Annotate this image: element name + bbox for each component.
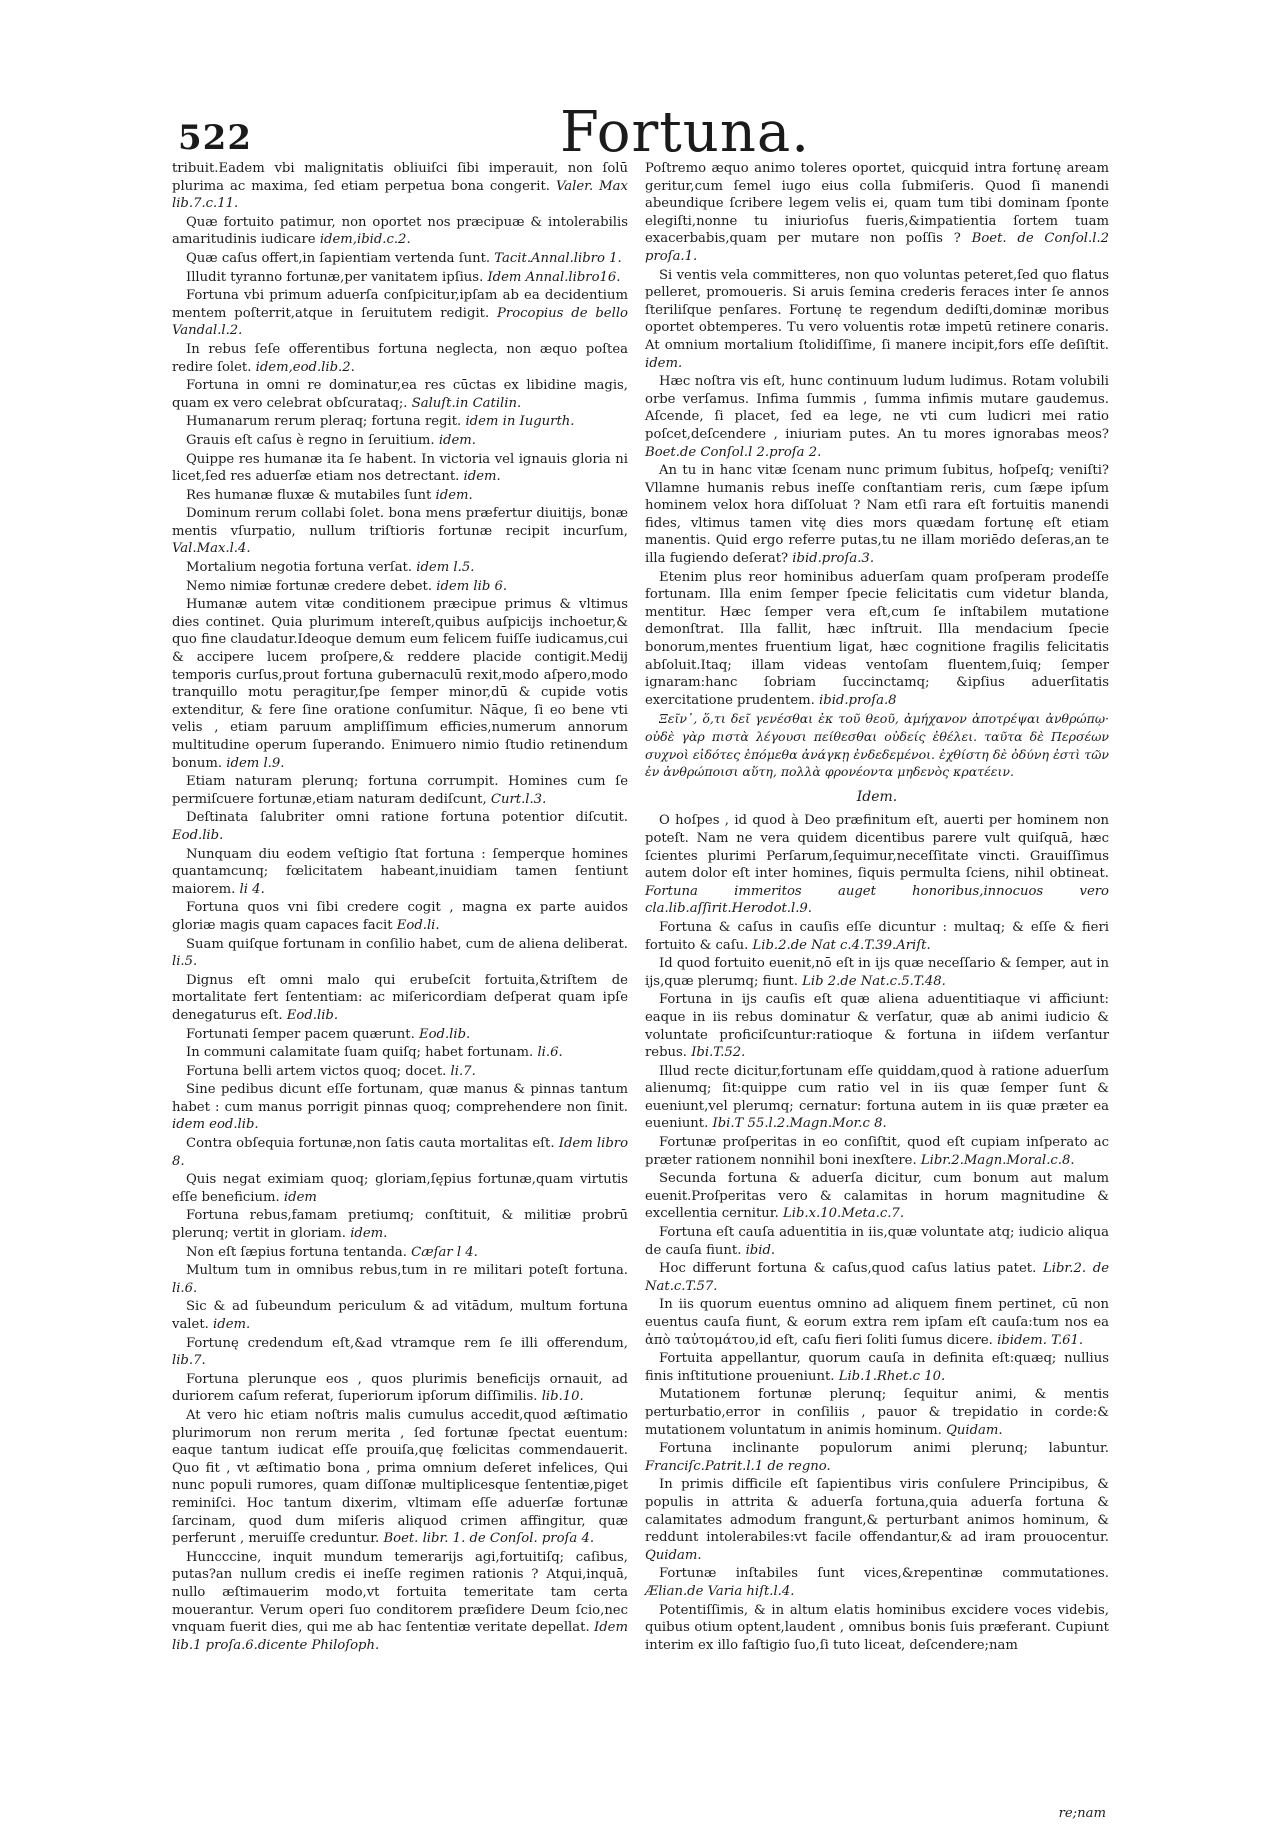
quotation-text: Quæ caſus offert,in ſapientiam vertenda ſunt. xyxy=(186,250,491,266)
quotation-paragraph xyxy=(645,1224,1109,1259)
quotation-paragraph xyxy=(172,505,628,558)
quotation-text: Sine pedibus dicunt eſſe fortunam, quæ manus & pinnas tantum habet : cum manus porrigit pinnas quoq; comprehendere non ſinit. xyxy=(172,1082,628,1115)
quotation-paragraph xyxy=(645,812,1109,918)
quotation-text: Fortuna quos vni ſibi credere cogit , magna ex parte auidos gloriæ magis quam capaces facit xyxy=(172,900,628,933)
quotation-text: Multum tum in omnibus rebus,tum in re militari poteſt fortuna. xyxy=(186,1263,628,1279)
quotation-paragraph xyxy=(172,160,628,213)
quotation-text: tribuit.Eadem vbi malignitatis obliuiſci ſibi imperauit, non ſolū plurima ac maxima, ſed etiam perpetua bona congerit. xyxy=(172,161,628,194)
citation: idem. xyxy=(645,355,683,371)
citation: idem. xyxy=(438,432,476,448)
quotation-paragraph xyxy=(645,1386,1109,1439)
quotation-text: Illud recte dicitur,fortunam eſſe quiddam,quod à ratione aduerſum alienumq; ſit:quippe cum ratio vel in iis quæ ſemper ſunt & eueniunt,vel plerumq; cernatur: fortuna autem in iis quæ præter ea eueniunt. xyxy=(645,1063,1109,1132)
quotation-paragraph xyxy=(172,809,628,844)
quotation-text: Quis negat eximiam quoq; gloriam,ſępius fortunæ,quam virtutis eſſe beneficium. xyxy=(172,1172,628,1205)
citation: ibidem. T.61. xyxy=(997,1332,1084,1348)
quotation-text: Dignus eſt omni malo qui erubeſcit fortuita,&triſtem de mortalitate fert ſententiam: ac miſericordiam deſperat quam ipſe denegaturus eſt. xyxy=(172,972,628,1023)
left-column xyxy=(172,160,628,1655)
quotation-paragraph xyxy=(645,1296,1109,1349)
quotation-text: Fortunæ proſperitas in eo conſiſtit, quod eſt cupiam inſperato ac præter rationem nonnihil boni inexſtere. xyxy=(645,1135,1109,1168)
quotation-paragraph xyxy=(645,1260,1109,1295)
quotation-text: Fortuna in omni re dominatur,ea res cūctas ex libidine magis, quam ex vero celebrat obſcurataq;. xyxy=(172,378,628,411)
quotation-text: Huncccine, inquit mundum temerarijs agi,fortuitiſq; caſibus, putas?an nullum credis ei ineſſe regimen rationis ? Atqui,inquā, nullo æſtimauerim modo,vt fortuita temeritate tam certa mouerantur. Verum operi ſuo conditorem præſidere Deum ſcio,nec vnquam fuerit dies, qui me ab hac ſententiæ veritate depellat. xyxy=(172,1549,628,1636)
quotation-paragraph xyxy=(645,462,1109,568)
citation: li.7. xyxy=(450,1063,476,1079)
citation: idem,eod.lib.2. xyxy=(255,359,355,375)
quotation-text: Nunquam diu eodem veſtigio ſtat fortuna : ſemperque homines quantamcunq; fœlicitatem habeant,inuidiam tamen ſentiunt maiorem. xyxy=(172,846,628,897)
citation: Boet. libr. 1. de Conſol. proſa 4. xyxy=(383,1531,595,1547)
citation: ibid.proſa.3. xyxy=(792,551,875,567)
citation: Procopius de bello Vandal.l.2. xyxy=(172,305,628,339)
quotation-text: Fortuna plerunque eos , quos plurimis beneficijs ornauit, ad duriorem caſum referat, ſuperiorum ipſorum diſſimilis. xyxy=(172,1371,628,1405)
quotation-text: Fortuna inclinante populorum animi plerunq; labuntur. xyxy=(659,1441,1109,1457)
citation: Cæſar l 4. xyxy=(411,1244,478,1260)
citation: li 4. xyxy=(239,881,265,897)
citation: lib.7. xyxy=(172,1353,206,1369)
quotation-paragraph xyxy=(172,899,628,934)
citation: Lib.1.Rhet.c 10. xyxy=(838,1368,946,1384)
quotation-paragraph xyxy=(172,1081,628,1134)
quotation-paragraph xyxy=(172,1044,628,1062)
quotation-paragraph xyxy=(172,214,628,249)
quotation-paragraph xyxy=(172,1244,628,1262)
quotation-paragraph xyxy=(645,1063,1109,1133)
quotation-text: Dominum rerum collabi ſolet. bona mens præfertur diuitijs, bonæ mentis vſurpatio, nullum triſtioris fortunæ recipit incurſum, xyxy=(172,506,628,539)
quotation-text: Fortunę credendum eſt,&ad vtramque rem ſe illi offerendum, xyxy=(186,1335,628,1351)
page-number: 522 xyxy=(178,118,252,158)
citation: idem. xyxy=(435,487,473,503)
citation: Boet. de Conſol.l.2 proſa.1. xyxy=(645,231,1109,264)
citation: idem eod.lib. xyxy=(172,1117,259,1133)
quotation-paragraph xyxy=(172,846,628,899)
citation: Lib 2.de Nat.c.5.T.48. xyxy=(802,973,946,989)
quotation-paragraph xyxy=(645,1170,1109,1223)
citation: ibid.proſa.8 xyxy=(819,692,897,708)
quotation-text: Contra obſequia fortunæ,non ſatis cauta mortalitas eſt. xyxy=(186,1136,555,1152)
citation: Ælian.de Varia hiſt.l.4. xyxy=(645,1583,795,1599)
quotation-paragraph xyxy=(645,710,1109,780)
citation: idem l.9. xyxy=(226,755,285,771)
citation: li.6. xyxy=(172,1280,198,1296)
quotation-paragraph xyxy=(172,936,628,971)
citation: Fortuna immeritos auget honoribus,innocuos vero cla.lib.aſſirit.Herodot.l.9. xyxy=(645,883,1109,917)
quotation-paragraph xyxy=(172,1335,628,1370)
quotation-paragraph xyxy=(172,1063,628,1081)
quotation-paragraph xyxy=(172,773,628,808)
quotation-text: Fortuita appellantur, quorum cauſa in definita eſt:quæq; nullius finis inſtitutione proueniunt. xyxy=(645,1351,1109,1384)
quotation-paragraph xyxy=(172,432,628,450)
citation: Libr.2.Magn.Moral.c.8. xyxy=(920,1152,1075,1168)
quotation-paragraph xyxy=(172,578,628,596)
quotation-text: Suam quiſque fortunam in conſilio habet, cum de aliena deliberat. xyxy=(186,936,628,952)
quotation-text: In communi calamitate ſuam quiſq; habet fortunam. xyxy=(186,1045,534,1061)
quotation-paragraph xyxy=(645,919,1109,954)
quotation-paragraph xyxy=(645,1350,1109,1385)
quotation-paragraph xyxy=(645,569,1109,710)
citation: li.5. xyxy=(172,954,198,970)
citation: Val.Max.l.4. xyxy=(172,541,251,557)
citation: Ibi.T.52. xyxy=(691,1045,746,1061)
quotation-text: Si ventis vela committeres, non quo voluntas peteret,ſed quo flatus pelleret, promoueris. Si aruis ſemina crederis feraces inter ſe annos ſteriliſque penſares. Fortunę te regendum dediſti,dominæ moribus oportet obtemperes. Tu vero voluentis rotæ impetū retinere conaris. At omnium mortalium ſtolidiſſime, ſi manere incipit,fors eſſe deſiſtit. xyxy=(645,267,1109,353)
quotation-text: Fortunati ſemper pacem quærunt. xyxy=(186,1026,415,1042)
citation: Valer. Max lib.7.c.11. xyxy=(172,178,628,212)
citation: Quidam. xyxy=(645,1547,702,1563)
citation: ibid. xyxy=(745,1242,776,1258)
citation: idem xyxy=(283,1189,317,1205)
quotation-paragraph xyxy=(172,341,628,376)
quotation-paragraph xyxy=(172,1262,628,1297)
quotation-text: Etiam naturam plerunq; fortuna corrumpit. Homines cum ſe permiſcuere fortunæ,etiam naturam dediſcunt, xyxy=(172,774,628,807)
quotation-text: Fortuna vbi primum aduerſa conſpicitur,ipſam ab ea decidentium mentem poſterrit,atque in ſeruitutem redigit. xyxy=(172,288,628,321)
quotation-paragraph xyxy=(645,1476,1109,1564)
quotation-paragraph xyxy=(645,991,1109,1061)
quotation-paragraph xyxy=(172,1171,628,1206)
citation: Eod.lib. xyxy=(418,1026,471,1042)
citation: lib.10. xyxy=(541,1389,584,1405)
quotation-text: Grauis eſt caſus è regno in ſeruitium. xyxy=(186,432,435,448)
quotation-text: Humanæ autem vitæ conditionem præcipue primus & vltimus dies continet. Quia plurimum intereſt,quibus auſpicijs inchoetur,& quo fine claudatur.Ideoque demum eum felicem fuiſſe iudicamus,cui & accipere lucem proſpere,& reddere placide contigit.Medij temporis curſus,prout fortuna gubernaculū rexit,modo aſpero,modo tranquillo motu peragitur,ſpe ſemper minor,dū & cupide votis extenditur, & fere ſine oratione conſumitur. Nāque, ſi eo bene vti velis , etiam paruum ampliſſimum efficies,numerum annorum multitudine operum ſuperando. Enimuero nimio ſtudio retinendum bonum. xyxy=(172,597,628,771)
quotation-text: Hoc differunt fortuna & caſus,quod caſus latius patet. xyxy=(659,1261,1037,1277)
quotation-text: O hoſpes , id quod à Deo præfinitum eſt, auerti per hominem non poteſt. Nam ne vera quidem dicentibus parere vult quiſquā, hæc ſcientes plurimi Perſarum,ſequimur,neceſſitate vincti. Grauiſſimus autem dolor eſt inter homines, ſiquis permulta ſciens, nihil obtineat. xyxy=(645,813,1109,882)
citation: Idem lib.1 proſa.6.dicente Philoſoph. xyxy=(172,1620,628,1653)
quotation-text: Potentiſſimis, & in altum elatis hominibus excidere voces videbis, quibus otium optent,laudent , omnibus bonis ſuis præferant. Cupiunt interim ex illo faſtigio ſuo,ſi tuto liceat, deſcendere;nam xyxy=(645,1602,1109,1653)
quotation-text: Fortuna & caſus in cauſis eſſe dicuntur : multaq; & eſſe & fieri fortuito & caſu. xyxy=(645,919,1109,953)
quotation-text: Etenim plus reor hominibus aduerſam quam proſperam prodeſſe fortunam. Illa enim ſemper ſpecie felicitatis cum videtur blanda, mentitur. Hæc ſemper vera eſt,cum ſe inſtabilem mutatione demonſtrat. Illa fallit, hæc inſtruit. Illa mendacium ſpecie bonorum,mentes fruentium ligat, hæc cognitione fragilis felicitatis abſoluit.Itaq; illam videas ventoſam fluentem,ſuiq; ſemper ignaram:hanc ſobriam ſuccinctamq; &ipſius aduerſitatis exercitatione prudentem. xyxy=(645,569,1109,708)
citation: Boet.de Conſol.l 2.proſa 2. xyxy=(645,444,822,460)
quotation-paragraph xyxy=(172,1207,628,1242)
quotation-paragraph xyxy=(172,596,628,772)
quotation-text: Mortalium negotia fortuna verſat. xyxy=(186,560,413,576)
citation: Idem Annal.libro16. xyxy=(487,269,621,285)
quotation-text: Quæ fortuito patimur, non oportet nos præcipuæ & intolerabilis amaritudinis iudicare xyxy=(172,214,628,248)
quotation-text: An tu in hanc vitæ ſcenam nunc primum ſubitus, hoſpeſq; veniſti?Vllamne humanis rebus ineſſe conſtantiam reris, cum ſæpe ipſum hominem velox hora diſſoluat ? Nam etſi rara eſt fortuitis manendi fides, vltimus tamen vitę dies mors quædam fortunę eſt etiam manentis. Quid ergo referre putas,tu ne illam moriēdo deſeras,an te illa fugiendo deſerat? xyxy=(645,463,1109,567)
right-column xyxy=(645,160,1109,1655)
quotation-paragraph xyxy=(172,1026,628,1044)
quotation-text: Poſtremo æquo animo toleres oportet, quicquid intra fortunę aream geritur,cum ſemel iugo eius colla ſubmiſeris. Quod ſi manendi abeundique ſcribere legem velis ei, quam tum tibi dominam ſponte elegiſti,nonne tu iniurioſus fueris,&impatientia ſortem tuam exacerbabis,quam per mutare non poſſis ? xyxy=(645,161,1109,247)
quotation-text: In rebus ſeſe offerentibus fortuna neglecta, non æquo poſtea redire ſolet. xyxy=(172,341,628,375)
quotation-text: Fortuna eſt cauſa aduentitia in iis,quæ voluntate atq; iudicio aliqua de cauſa fiunt. xyxy=(645,1225,1109,1258)
quotation-text: In primis difficile eſt ſapientibus viris conſulere Principibus, & populis in attrita & aduerſa fortuna,quia aduerſa fortuna & calamitates admodum frangunt,& perturbant animos hominum, & reddunt intolerabiles:vt facile offendantur,& ad iram prouocentur. xyxy=(645,1477,1109,1546)
citation: Idem libro 8. xyxy=(172,1136,629,1169)
quotation-text: Fortuna belli artem victos quoq; docet. xyxy=(186,1063,447,1079)
citation: idem lib 6. xyxy=(436,578,508,594)
citation: idem in Iugurth. xyxy=(465,414,575,430)
citation: idem,ibid.c.2. xyxy=(319,232,411,248)
citation: Libr.2. de Nat.c.T.57. xyxy=(645,1261,1110,1294)
quotation-paragraph xyxy=(645,1602,1109,1655)
quotation-text: Non eſt ſæpius fortuna tentanda. xyxy=(186,1244,407,1260)
quotation-paragraph xyxy=(172,269,628,287)
quotation-text: At vero hic etiam noſtris malis cumulus accedit,quod æſtimatio plurimorum non rerum merita , ſed fortunæ ſpectat euentum: eaque tantum iudicat eſſe prouiſa,quę fœlicitas commendauerit. Quo fit , vt æſtimatio bona , prima omnium deſeret infelices, Qui nunc populi rumores, quam diſſonæ multiplicesque ſententiæ,piget reminiſci. Hoc tantum dixerim, vltimam eſſe aduerſæ fortunæ ſarcinam, quod dum miſeris aliquod crimen affingitur, quæ perferunt , meruiſſe creduntur. xyxy=(172,1407,628,1547)
quotation-text: Res humanæ fluxæ & mutabiles ſunt xyxy=(186,487,432,503)
quotation-paragraph xyxy=(645,1134,1109,1169)
section-heading: Idem. xyxy=(856,788,898,805)
quotation-text: Deſtinata ſalubriter omni ratione fortuna potentior diſcutit. xyxy=(186,810,628,826)
citation: Tacit.Annal.libro 1. xyxy=(494,250,622,266)
catchword: re;nam xyxy=(1058,1806,1106,1821)
quotation-paragraph xyxy=(172,377,628,412)
running-head: Fortuna. xyxy=(560,100,811,165)
quotation-paragraph xyxy=(172,1298,628,1333)
quotation-paragraph xyxy=(172,451,628,486)
citation: Eod.lib. xyxy=(172,827,224,843)
quotation-text: Mutationem fortunæ plerunq; ſequitur animi, & mentis perturbatio,error in conſiliis , pauor & trepidatio in corde:& mutationem voluntatum in animis hominum. xyxy=(645,1387,1109,1438)
citation: Eod.li. xyxy=(396,917,440,933)
quotation-text: Humanarum rerum pleraq; fortuna regit. xyxy=(186,414,462,430)
quotation-text: Fortuna rebus,famam pretiumq; conſtituit, & militiæ probrū plerunq; vertit in gloriam. xyxy=(172,1208,628,1242)
quotation-paragraph xyxy=(645,373,1109,461)
quotation-paragraph xyxy=(172,1371,628,1406)
quotation-paragraph xyxy=(645,1565,1109,1600)
citation: Saluſt.in Catilin. xyxy=(411,395,522,411)
quotation-text: Illudit tyranno fortunæ,per vanitatem ipſius. xyxy=(186,269,484,285)
citation: idem. xyxy=(350,1226,388,1242)
citation: Lib.2.de Nat c.4.T.39.Ariſt. xyxy=(752,937,931,953)
citation: Ibi.T 55.l.2.Magn.Mor.c 8. xyxy=(712,1116,887,1132)
quotation-paragraph xyxy=(172,250,628,268)
citation: Franciſc.Patrit.l.1 de regno. xyxy=(645,1458,831,1474)
quotation-text: Fortuna in ijs cauſis eſt quæ aliena aduentitiaque vi afficiunt: eaque in iis rebus dominatur & verſatur, quæ ab animi iudicio & voluntate proficiſcuntur:ratioque & fortuna in iiſdem verſantur rebus. xyxy=(645,992,1109,1061)
quotation-text: Hæc noſtra vis eſt, hunc continuum ludum ludimus. Rotam volubili orbe verſamus. Infima ſummis , ſumma infimis mutare gaudemus. Aſcende, ſi placet, ſed ea lege, ne vti cum ludicri mei ratio poſcet,deſcendere , iniuriam putes. An tu mores ignorabas meos? xyxy=(645,374,1109,442)
citation: Lib.x.10.Meta.c.7. xyxy=(782,1206,905,1222)
quotation-paragraph xyxy=(645,160,1109,266)
quotation-paragraph xyxy=(172,972,628,1025)
quotation-text: Fortunæ inſtabiles ſunt vices,&repentinæ commutationes. xyxy=(659,1566,1109,1582)
quotation-paragraph xyxy=(172,559,628,577)
quotation-paragraph xyxy=(172,1407,628,1548)
quotation-text: Sic & ad ſubeundum periculum & ad vitādum, multum fortuna valet. xyxy=(172,1299,628,1332)
quotation-paragraph xyxy=(172,413,628,431)
quotation-text: Quippe res humanæ ita ſe habent. In victoria vel ignauis gloria ni licet,ſed res aduerſæ etiam nos detrectant. xyxy=(172,451,628,485)
quotation-paragraph xyxy=(645,955,1109,990)
quotation-text: In iis quorum euentus omnino ad aliquem finem pertinet, cū non euentus cauſa fiunt, & eorum extra rem ipſam eſt cauſa:tum nos ea ἀπὸ ταὐτομάτου,id eſt, caſu fieri ſoliti ſumus dicere. xyxy=(645,1297,1109,1348)
citation: Eod.lib. xyxy=(286,1007,339,1023)
quotation-paragraph xyxy=(172,1549,628,1655)
quotation-text: Ξεῖν᾽, ὅ,τι δεῖ γενέσθαι ἐκ τοῦ θεοῦ, ἀμήχανον ἀποτρέψαι ἀνθρώπῳ· οὐδὲ γὰρ πιστὰ λέγουσι πείθεσθαι οὐδείς ἐθέλει. ταῦτα δὲ Περσέων συχνοὶ εἰδότες ἑπόμεθα ἀνάγκῃ ἐνδεδεμένοι. ἐχθίστη δὲ ὀδύνη ἐστὶ τῶν ἐν ἀνθρώποισι αὕτη, πολλὰ φρονέοντα μηδενὸς κρατέειν. xyxy=(645,711,1109,780)
citation: Curt.l.3. xyxy=(490,791,547,807)
quotation-text: Id quod fortuito euenit,nō eſt in ijs quæ neceſſario & ſemper, aut in ijs,quæ plerumq; fiunt. xyxy=(645,956,1109,989)
quotation-paragraph xyxy=(172,1135,628,1170)
citation: idem l.5. xyxy=(416,560,475,576)
quotation-paragraph xyxy=(645,1440,1109,1475)
quotation-paragraph xyxy=(172,287,628,340)
citation: idem. xyxy=(463,469,501,485)
quotation-text: Nemo nimiæ fortunæ credere debet. xyxy=(186,578,433,594)
quotation-paragraph xyxy=(645,267,1109,373)
quotation-paragraph xyxy=(172,487,628,505)
citation: idem. xyxy=(213,1317,251,1332)
citation: li.6. xyxy=(537,1045,563,1061)
citation: Quidam. xyxy=(946,1422,1003,1438)
quotation-text: Secunda fortuna & aduerſa dicitur, cum bonum aut malum euenit.Proſperitas vero & calamitas in horum magnitudine & excellentia cernitur. xyxy=(645,1171,1109,1222)
